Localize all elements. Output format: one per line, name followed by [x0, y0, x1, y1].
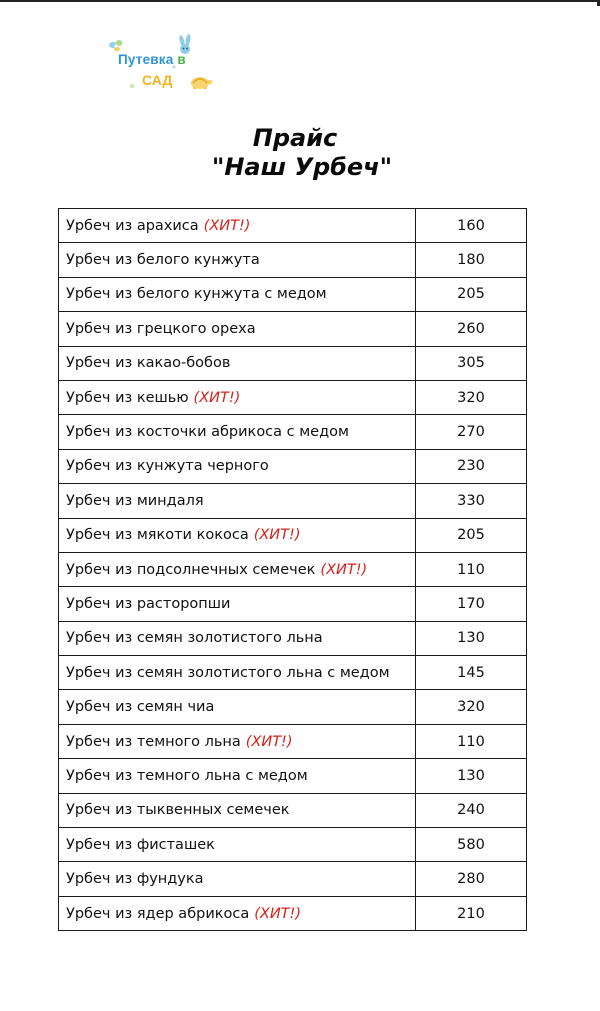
product-price: 130 [416, 621, 527, 655]
hit-badge: (ХИТ!) [203, 217, 251, 234]
product-price: 320 [416, 690, 527, 724]
table-row [59, 484, 527, 518]
table-row [59, 312, 527, 346]
product-name-cell [59, 724, 416, 758]
product-name-cell [59, 243, 416, 277]
table-row [59, 552, 527, 586]
top-border-line [0, 0, 600, 2]
table-row [59, 449, 527, 483]
page-title [0, 124, 600, 182]
product-name-cell [59, 380, 416, 414]
logo-bunny-icon [178, 34, 191, 54]
product-name: Урбеч из расторопши [66, 595, 231, 612]
price-table-body [59, 209, 527, 931]
product-name: Урбеч из косточки абрикоса с медом [66, 424, 349, 441]
product-name: Урбеч из темного льна с медом [66, 767, 308, 784]
table-row [59, 656, 527, 690]
product-name: Урбеч из тыквенных семечек [66, 802, 290, 819]
product-name-cell [59, 759, 416, 793]
hit-badge: (ХИТ!) [245, 733, 293, 750]
logo-text-putevka: Путевка [118, 52, 178, 67]
product-name-cell [59, 828, 416, 862]
product-name-cell [59, 449, 416, 483]
product-name: Урбеч из темного льна [66, 733, 241, 750]
table-row [59, 209, 527, 243]
product-price: 110 [416, 724, 527, 758]
product-name: Урбеч из семян золотистого льна с медом [66, 664, 390, 681]
logo-flower-icon [109, 40, 123, 52]
product-price: 330 [416, 484, 527, 518]
table-row [59, 346, 527, 380]
table-row [59, 380, 527, 414]
product-price: 270 [416, 415, 527, 449]
product-price: 205 [416, 518, 527, 552]
title-line1: Прайс [252, 124, 338, 152]
logo-turtle-icon [191, 77, 212, 89]
table-row [59, 759, 527, 793]
product-name: Урбеч из какао-бобов [66, 355, 231, 372]
product-price: 180 [416, 243, 527, 277]
product-name-cell [59, 690, 416, 724]
logo-text-line1 [118, 52, 186, 67]
table-row [59, 793, 527, 827]
product-name: Урбеч из грецкого ореха [66, 320, 256, 337]
product-name: Урбеч из кешью [66, 389, 189, 406]
product-name-cell [59, 277, 416, 311]
table-row [59, 621, 527, 655]
product-name-cell [59, 518, 416, 552]
table-row [59, 518, 527, 552]
table-row [59, 277, 527, 311]
product-name: Урбеч из миндаля [66, 492, 204, 509]
product-name: Урбеч из арахиса [66, 217, 199, 234]
hit-badge: (ХИТ!) [320, 561, 368, 578]
title-line2: "Наш Урбеч" [211, 153, 393, 181]
table-row [59, 862, 527, 896]
product-name: Урбеч из фисташек [66, 836, 215, 853]
hit-badge: (ХИТ!) [193, 389, 241, 406]
product-name-cell [59, 346, 416, 380]
product-price: 260 [416, 312, 527, 346]
product-price: 280 [416, 862, 527, 896]
product-name-cell [59, 484, 416, 518]
logo [104, 34, 216, 96]
product-name-cell [59, 656, 416, 690]
hit-badge: (ХИТ!) [254, 905, 302, 922]
table-row [59, 828, 527, 862]
table-row [59, 690, 527, 724]
table-row [59, 896, 527, 930]
table-row [59, 243, 527, 277]
product-name: Урбеч из кунжута черного [66, 458, 269, 475]
product-name: Урбеч из мякоти кокоса [66, 527, 249, 544]
product-price: 110 [416, 552, 527, 586]
hit-badge: (ХИТ!) [253, 527, 301, 544]
product-name: Урбеч из белого кунжута [66, 252, 260, 269]
product-price: 170 [416, 587, 527, 621]
product-name: Урбеч из фундука [66, 871, 204, 888]
product-name: Урбеч из подсолнечных семечек [66, 561, 316, 578]
product-name-cell [59, 552, 416, 586]
product-name: Урбеч из семян чиа [66, 699, 215, 716]
product-name-cell [59, 587, 416, 621]
table-row [59, 587, 527, 621]
product-price: 160 [416, 209, 527, 243]
product-name: Урбеч из семян золотистого льна [66, 630, 323, 647]
product-name-cell [59, 862, 416, 896]
product-price: 130 [416, 759, 527, 793]
product-price: 305 [416, 346, 527, 380]
product-price: 145 [416, 656, 527, 690]
product-name-cell [59, 793, 416, 827]
product-name: Урбеч из белого кунжута с медом [66, 286, 327, 303]
logo-text-sad: САД [142, 72, 173, 88]
product-name-cell [59, 896, 416, 930]
logo-text-v: в [177, 52, 186, 67]
product-price: 320 [416, 380, 527, 414]
product-price: 205 [416, 277, 527, 311]
product-name-cell [59, 312, 416, 346]
product-name-cell [59, 209, 416, 243]
product-name-cell [59, 621, 416, 655]
product-price: 240 [416, 793, 527, 827]
product-price: 580 [416, 828, 527, 862]
product-name: Урбеч из ядер абрикоса [66, 905, 250, 922]
table-row [59, 415, 527, 449]
product-price: 230 [416, 449, 527, 483]
product-price: 210 [416, 896, 527, 930]
table-row [59, 724, 527, 758]
product-name-cell [59, 415, 416, 449]
price-table [58, 208, 527, 931]
